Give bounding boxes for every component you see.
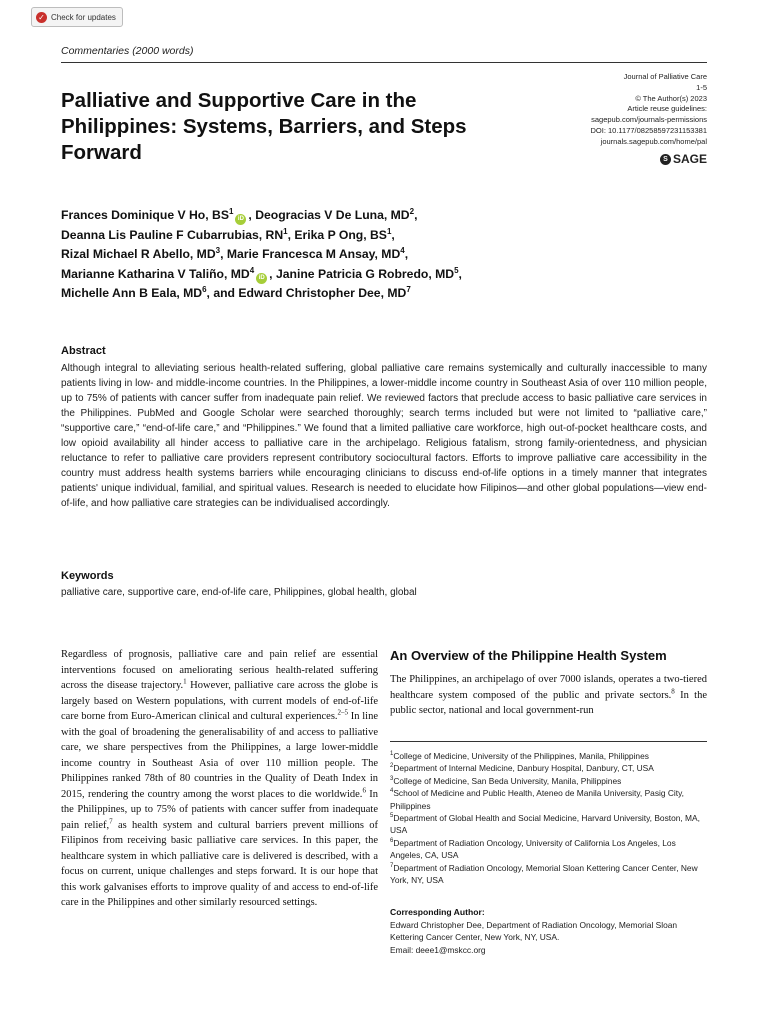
author-separator: ,: [269, 266, 276, 281]
sage-logo-icon: S: [660, 154, 671, 165]
author-separator: ,: [287, 227, 295, 242]
permissions-link[interactable]: sagepub.com/journals-permissions: [591, 115, 707, 125]
affiliation-item: [390, 837, 710, 862]
author-affiliation-mark: 2: [409, 206, 415, 216]
affiliations: [390, 750, 710, 886]
check-for-updates-label: Check for updates: [51, 12, 116, 22]
affiliation-number: 2: [390, 763, 394, 770]
corresponding-author-email[interactable]: Email: deee1@mskcc.org: [390, 944, 486, 955]
author-affiliation-mark: 6: [202, 284, 207, 294]
journal-pages: 1-5: [696, 82, 707, 92]
author-name: Marie Francesca M Ansay, MD: [226, 247, 401, 261]
author-separator: ,: [414, 208, 418, 222]
author-affiliation-mark: 1: [283, 226, 288, 236]
abstract-text: Although integral to alleviating serious health-related suffering, global palliative care remains systemically and culturally inaccessible to many patients living in low- and middle-income countries. In the Philippines, a lower-middle income country in Southeast Asia of over 110 million people, up to 75% of patients with cancer suffer from inadequate pain relief. We reviewed factors that preclude access to basic palliative care services in the Philippines. PubMed and Google Scholar were searched thoroughly; search terms included but were not limited to “palliative care,” “supportive care,” “end-of-life care,” and “Philippines.” We found that a limited palliative care workforce, high out-of-pocket healthcare costs, and low opioid availability all hinder access to palliative care in the archipelago. Religious fatalism, strong family-orientedness, and physician reluctance to refer to palliative care providers represent contributory sociocultural factors. Efforts to improve palliative care accessibility in the country must address health systems barriers while encouraging clinicians to discuss end-of-life options in a timely manner that integrates patients' unique individual, familial, and spiritual values. Research is needed to elucidate how Filipinos—and other global populations—view end-of-life, and how palliative care strategies can be individualised accordingly.: [61, 363, 707, 509]
author-affiliation-mark: 5: [454, 265, 459, 275]
author-separator: , and: [206, 286, 239, 300]
author-separator: ,: [458, 266, 462, 281]
body-text: Regardless of prognosis, palliative care and pain relief are essential interventions focused on ameliorating serious health-related suffering across the disease trajectory.: [61, 649, 378, 691]
author-name: Janine Patricia G Robredo, MD: [275, 266, 455, 281]
author-separator: ,: [220, 247, 227, 261]
intro-paragraph: [61, 647, 378, 911]
author-name: Rizal Michael R Abello, MD: [61, 247, 216, 261]
affiliation-number: 7: [390, 862, 394, 869]
article-section-type: Commentaries (2000 words): [61, 45, 194, 57]
journal-name: Journal of Palliative Care: [623, 72, 707, 81]
body-text: The Philippines, an archipelago of over 7000 islands, operates a two-tiered healthcare system composed of the public and private sectors.: [390, 674, 707, 701]
body-text: as health system and cultural barriers prevent millions of Filipinos from receiving basic palliative care services. In this paper, the healthcare system in which palliative care is delivered is described, with a focus on current, unique challenges and steps forward. It is our hope that this work galvanises efforts to improve quality of and access to end-of-life care in the Philippines and other similarly resourced settings.: [61, 819, 378, 908]
section-heading: An Overview of the Philippine Health System: [390, 648, 667, 663]
body-text: However, palliative care across the globe is largely based on Western populations, with current models of end-of-life care borne from Euro-American clinical and cultural experiences.: [61, 680, 378, 722]
corresponding-author-heading: Corresponding Author:: [390, 907, 485, 917]
author-name: Deogracias V De Luna, MD: [255, 208, 410, 222]
check-for-updates-icon: ✓: [36, 12, 47, 23]
author-name: Michelle Ann B Eala, MD: [61, 286, 203, 300]
citation-mark: 2–5: [337, 708, 349, 717]
affiliation-text: Department of Radiation Oncology, University of California Los Angeles, Los Angeles, CA, USA: [390, 837, 676, 861]
body-text: In the public sector, national and local government-run: [390, 689, 707, 716]
affiliation-number: 6: [390, 838, 394, 845]
body-text: In the Philippines, up to 75% of patients with cancer suffer from inadequate pain relief,: [61, 788, 379, 831]
author-name: Marianne Katharina V Taliño, MD: [61, 266, 250, 281]
citation-mark: 6: [362, 786, 366, 794]
orcid-icon[interactable]: iD: [235, 214, 246, 225]
affiliation-text: Department of Internal Medicine, Danbury Hospital, Danbury, CT, USA: [393, 763, 654, 774]
affiliation-item: [390, 787, 710, 812]
affiliation-number: 1: [390, 751, 394, 758]
check-for-updates-button[interactable]: [31, 7, 123, 27]
footnote-rule: [390, 741, 707, 742]
citation-mark: 8: [671, 687, 675, 695]
sage-logo: [660, 152, 707, 166]
journal-home-link[interactable]: journals.sagepub.com/home/pal: [600, 136, 707, 146]
affiliation-text: School of Medicine and Public Health, Ateneo de Manila University, Pasig City, Philippines: [390, 788, 684, 811]
affiliation-item: [390, 775, 710, 787]
corresponding-author-info: [390, 919, 710, 956]
copyright: © The Author(s) 2023: [635, 93, 707, 103]
affiliation-number: 5: [390, 813, 394, 820]
abstract-heading: Abstract: [61, 345, 106, 357]
author-affiliation-mark: 7: [406, 284, 411, 294]
section-paragraph: [390, 672, 707, 719]
author-affiliation-mark: 4: [249, 265, 255, 275]
sage-logo-text: SAGE: [672, 152, 707, 166]
affiliation-item: [390, 812, 710, 837]
affiliation-text: Department of Radiation Oncology, Memorial Sloan Kettering Cancer Center, New York, NY, USA: [390, 862, 698, 886]
reuse-guidelines: Article reuse guidelines:: [627, 104, 707, 114]
affiliation-number: 3: [390, 776, 394, 783]
affiliation-number: 4: [390, 788, 394, 795]
header-rule: [61, 62, 707, 63]
author-name: Erika P Ong, BS: [294, 227, 387, 242]
author-name: Frances Dominique V Ho, BS: [61, 208, 229, 222]
affiliation-text: Department of Global Health and Social Medicine, Harvard University, Boston, MA, USA: [390, 813, 700, 836]
affiliation-text: College of Medicine, University of the Philippines, Manila, Philippines: [393, 751, 649, 761]
citation-mark: 7: [109, 817, 113, 825]
article-title: Palliative and Supportive Care in the Philippines: Systems, Barriers, and Steps Forward: [61, 89, 467, 164]
author-name: Edward Christopher Dee, MD: [238, 286, 407, 300]
affiliation-text: College of Medicine, San Beda University, Manila, Philippines: [393, 775, 622, 786]
author-separator: ,: [248, 208, 256, 222]
author-list: [61, 206, 711, 304]
journal-info: [507, 72, 707, 148]
author-affiliation-mark: 3: [215, 245, 221, 255]
author-affiliation-mark: 1: [228, 206, 234, 216]
author-separator: ,: [391, 227, 395, 242]
doi-link[interactable]: DOI: 10.1177/08258597231153381: [590, 125, 707, 135]
citation-mark: 1: [183, 677, 187, 686]
author-separator: ,: [404, 247, 409, 261]
affiliation-item: [390, 862, 710, 887]
author-affiliation-mark: 1: [386, 226, 392, 236]
body-text: In line with the goal of broadening the generalisability of and access to palliative care, we share perspectives from the Philippines, a large lower-middle income country in Southeast Asia of over 110 million people. The Philippines ranked 78th of 80 countries in the Quality of Death Index in 2015, rendering the country among the worst places to die worldwide.: [61, 711, 379, 800]
author-name: Deanna Lis Pauline F Cubarrubias, RN: [61, 227, 284, 242]
corresponding-author-text: Edward Christopher Dee, Department of Radiation Oncology, Memorial Sloan Kettering Cancer Center, New York, NY, USA.: [390, 920, 678, 943]
affiliation-item: [390, 750, 710, 762]
affiliation-item: [390, 762, 710, 774]
keywords-heading: Keywords: [61, 570, 114, 582]
orcid-icon[interactable]: iD: [256, 273, 267, 284]
keywords-text: palliative care, supportive care, end-of-life care, Philippines, global health, global: [61, 587, 417, 598]
author-affiliation-mark: 4: [400, 245, 405, 255]
